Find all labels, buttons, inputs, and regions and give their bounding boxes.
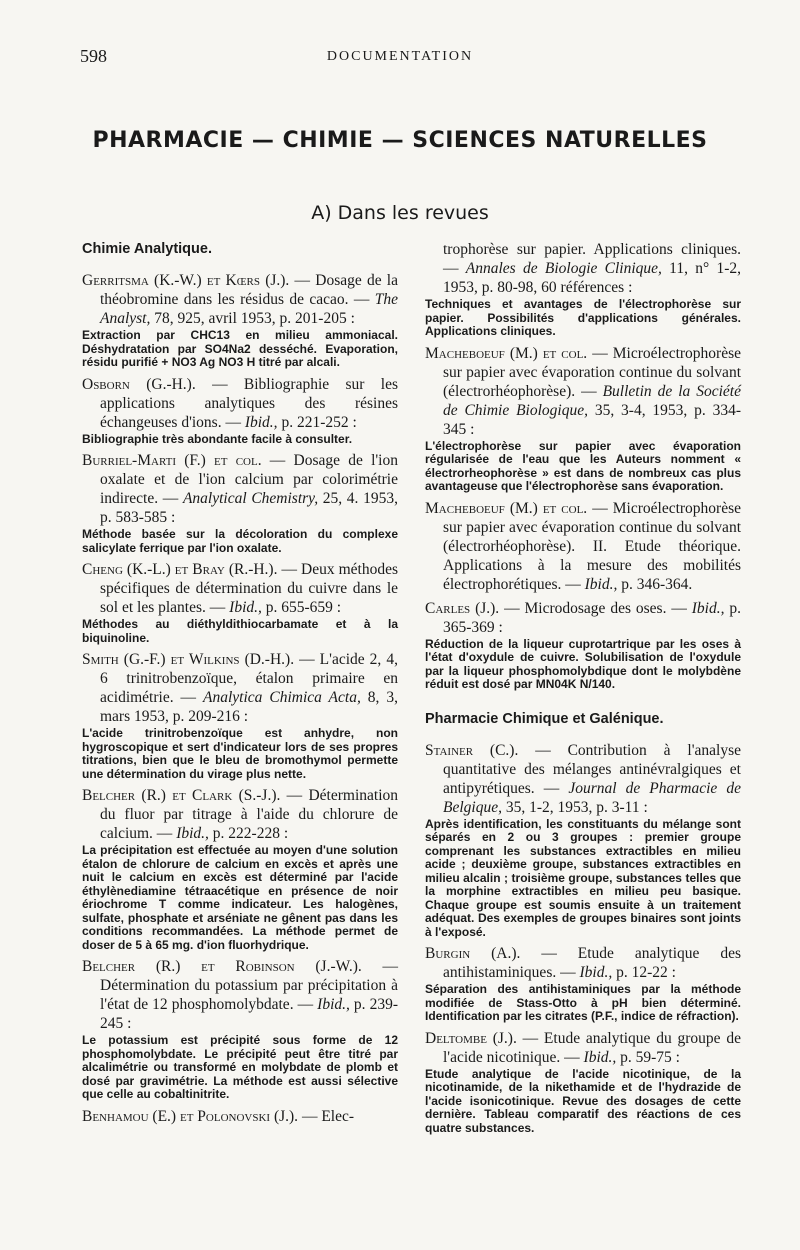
entry-authors: Macheboeuf (M.) et col. [425, 499, 588, 517]
running-header [80, 46, 720, 70]
entry-text: — Bibliographie sur les applications analytiques des résines échangeuses d'ions. — [100, 375, 398, 431]
entry-source: Ibid., [229, 599, 262, 616]
entry-citation [82, 786, 398, 843]
bibliography-entry [82, 271, 398, 370]
bibliography-entry [82, 375, 398, 447]
left-column [82, 240, 398, 1131]
entry-authors: Carles (J.). [425, 599, 500, 617]
entry-ref: 35, 3-4, 1953, p. 334-345 : [443, 401, 742, 438]
column-heading: Pharmacie Chimique et Galénique. [425, 710, 664, 727]
entry-source: Journal de Pharmacie de Belgique, [443, 779, 741, 816]
entry-abstract: Techniques et avantages de l'électrophorèse sur papier. Possibilités d'applications générales. Applications cliniques. [425, 297, 741, 338]
entry-abstract: Méthode basée sur la décoloration du complexe salicylate ferrique par l'ion oxalate. [82, 527, 398, 555]
entry-citation [82, 271, 398, 328]
bibliography-entry [82, 786, 398, 952]
entry-source: Ibid., [176, 825, 209, 842]
entry-abstract: Après identification, les constituants du mélange sont séparés en 2 ou 3 groupes : premier groupe comprenant les substances extractibles en milieu acide ; deuxième groupe, substances extractibles en milieu alcalin ; troisième groupe, substances telles que la morphine extractibles en milieu peu basique. Chaque groupe est soumis ensuite à un traitement adéquat. Des exemples de groupes binaires sont joints à l'exposé. [425, 816, 741, 939]
running-title: DOCUMENTATION [326, 49, 474, 64]
subsection-title: A) Dans les revues [311, 202, 489, 224]
bibliography-entry [425, 599, 741, 692]
page-number: 598 [80, 46, 107, 66]
entry-abstract: Etude analytique de l'acide nicotinique, de la nicotinamide, de la nikethamide et de l'hydrazide de l'acide isonicotinique. Revue des dosages de cette dernière. Tableau comparatif des réactions de ces quatre substances. [425, 1066, 741, 1135]
entry-text: — Etude analytique du groupe de l'acide nicotinique. — [443, 1029, 741, 1066]
entry-source: Ibid., [584, 575, 618, 593]
entry-authors: Gerritsma (K.-W.) et Kœrs (J.). [82, 272, 290, 289]
entry-ref: 8, 3, mars 1953, p. 209-216 : [100, 689, 399, 725]
entry-text: — Microélectrophorèse sur papier avec évaporation continue du solvant (électrorhéophorèse). II. Etude théorique. Applications à la mesure des mobilités électrophorétiques. — [443, 499, 741, 593]
entry-abstract: L'électrophorèse sur papier avec évaporation régularisée de l'eau que les Auteurs nomment « électrorheophorèse » est dans de nombreux cas plus avantageuse que l'électrophorèse sans évaporation. [425, 438, 741, 493]
entry-abstract: L'acide trinitrobenzoïque est anhydre, non hygroscopique et sert d'indicateur lors de ses propres titrations, bien que le bleu de bromothymol permette une détermination du virage plus nette. [82, 726, 398, 781]
entry-authors: Stainer (C.). [425, 741, 519, 759]
entry-source: Ibid., [244, 413, 278, 431]
entry-abstract: Bibliographie très abondante facile à consulter. [82, 431, 353, 446]
entry-abstract: Séparation des antihistaminiques par la méthode modifiée de Stass-Otto à pH bien déterminé. Identification par les citrates (P.F., indice de réfraction). [425, 982, 741, 1023]
entry-citation [425, 344, 741, 439]
entry-text: — Détermination du potassium par précipitation à l'état de 12 phosphomolybdate. — [100, 958, 398, 1013]
entry-text: — L'acide 2, 4, 6 trinitrobenzoïque, étalon primaire en acidimétrie. — [100, 651, 398, 706]
entry-abstract: Réduction de la liqueur cuprotartrique par les oses à l'état d'oxydule de cuivre. Solubilisation de l'oxydule par la liqueur phosphomolybdique dont le molybdène réduit est dosé par MN04K N/140. [425, 636, 741, 691]
entry-ref: p. 239-245 : [100, 996, 398, 1032]
entry-authors: Deltombe (J.). [425, 1029, 517, 1047]
entry-ref: 35, 1-2, 1953, p. 3-11 : [501, 798, 648, 816]
entry-authors: Cheng (K.-L.) et Bray (R.-H.). [82, 561, 278, 578]
entry-source: Bulletin de la Société de Chimie Biologique, [443, 382, 741, 419]
entry-text: — Deux méthodes spécifiques de détermination du cuivre dans le sol et les plantes. — [100, 561, 399, 616]
bibliography-entry [425, 741, 741, 940]
entry-source: Ibid., [579, 964, 613, 981]
entry-source: The Analyst, [100, 291, 398, 327]
bibliography-entry [82, 560, 398, 645]
entry-text: — Microélectrophorèse sur papier avec évaporation continue du solvant (électrorhéophorèse). — [443, 344, 741, 400]
bibliography-entry [82, 650, 398, 781]
entry-source: Ibid., [317, 996, 350, 1013]
entry-ref: p. 365-369 : [443, 599, 742, 636]
entry-text: — Dosage de l'ion oxalate et de l'ion calcium par colorimétrie indirecte. — [100, 452, 398, 507]
entry-source: Analytical Chemistry, [182, 490, 319, 507]
entry-citation [425, 741, 741, 817]
entry-text: — Détermination du fluor par titrage à l'aide du chlorure de calcium. — [100, 787, 398, 842]
entry-text: — Contribution à l'analyse quantitative des mélanges antinévralgiques et antipyrétiques. — [443, 741, 741, 797]
continued-entry [425, 240, 741, 339]
entry-text: — Etude analytique des antihistaminiques. — [443, 945, 741, 981]
entry-citation [82, 560, 398, 617]
bibliography-entry [425, 344, 741, 494]
right-entries [425, 344, 741, 692]
entry-authors: Osborn (G.-H.). [82, 375, 196, 393]
entry-authors: Burgin (A.). [425, 945, 521, 962]
entry-source: Analytica Chimica Acta, [203, 689, 361, 706]
left-entries [82, 271, 398, 1126]
entry-authors: Belcher (R.) et Clark (S.-J.). [82, 787, 281, 804]
entry-text: trophorèse sur papier. Applications cliniques. — [443, 241, 741, 277]
column-heading: Chimie Analytique. [82, 241, 212, 257]
right-column [425, 240, 741, 1140]
entry-ref: 11, n° 1-2, 1953, p. 80-98, 60 références : [443, 260, 741, 296]
entry-text: — Dosage de la théobromine dans les résidus de cacao. — [100, 272, 398, 308]
bibliography-entry [425, 499, 741, 594]
entry-citation [425, 944, 741, 982]
entry-ref: p. 655-659 : [261, 599, 342, 616]
entry-text: — Microdosage des oses. — [499, 599, 692, 617]
entry-source: Ibid., [583, 1048, 617, 1066]
bibliography-entry [425, 1029, 741, 1136]
section-title: PHARMACIE — CHIMIE — SCIENCES NATURELLES [92, 128, 708, 153]
entry-ref: 78, 925, avril 1953, p. 201-205 : [150, 310, 355, 327]
entry-citation [82, 957, 398, 1033]
entry-ref: p. 222-228 : [208, 825, 289, 842]
entry-text: — Elec- [298, 1107, 355, 1125]
entry-abstract: La précipitation est effectuée au moyen d'une solution étalon de chlorure de calcium en excès et après une nuit le calcium en excès est déterminé par l'acide éthylènediamine tétraacétique en présence de noir ériochrome T comme indicateur. Les halogènes, sulfate, phosphate et arséniate ne gênent pas dans les conditions recommandées. La méthode permet de doser de 5 à 65 mg. d'ion fluorhydrique. [82, 843, 398, 952]
entry-ref: p. 12-22 : [612, 964, 676, 981]
entry-citation [82, 375, 398, 432]
bibliography-entry [82, 957, 398, 1102]
entry-citation [82, 1107, 398, 1126]
entry-citation [82, 650, 398, 726]
entry-authors: Burriel-Marti (F.) et col. [82, 452, 262, 469]
entry-source: Annales de Biologie Clinique, [465, 260, 662, 277]
entry-source: Ibid., [691, 599, 725, 617]
entry-ref: p. 346-364. [617, 575, 693, 593]
entry-citation [425, 1029, 741, 1067]
entry-citation [425, 599, 741, 637]
entry-authors: Benhamou (E.) et Polonovski (J.). [82, 1107, 299, 1125]
entry-abstract: Extraction par CHC13 en milieu ammoniacal. Déshydratation par SO4Na2 desséché. Evaporation, résidu purifié + NO3 Ag NO3 H titré par alcali. [82, 328, 398, 369]
entry-abstract: Le potassium est précipité sous forme de 12 phosphomolybdate. Le précipité peut être titré par alcalimétrie ou transformé en molybdate de plomb et dosé par gravimétrie. La méthode est aussi sélective que celle au cobaltinitrite. [82, 1033, 398, 1101]
entry-abstract: Méthodes au diéthyldithiocarbamate et à la biquinoline. [82, 617, 398, 645]
entry-authors: Smith (G.-F.) et Wilkins (D.-H.). [82, 651, 295, 668]
bibliography-entry [82, 451, 398, 555]
bibliography-entry [425, 944, 741, 1024]
entry-authors: Belcher (R.) et Robinson (J.-W.). [82, 958, 362, 975]
right-entries-2 [425, 741, 741, 1136]
bibliography-entry [82, 1107, 398, 1126]
entry-citation [425, 499, 741, 594]
entry-ref: p. 59-75 : [616, 1048, 680, 1066]
entry-citation [82, 451, 398, 527]
entry-citation [425, 240, 741, 297]
entry-ref: 25, 4. 1953, p. 583-585 : [100, 490, 398, 526]
entry-authors: Macheboeuf (M.) et col. [425, 344, 588, 362]
entry-ref: p. 221-252 : [277, 413, 357, 431]
